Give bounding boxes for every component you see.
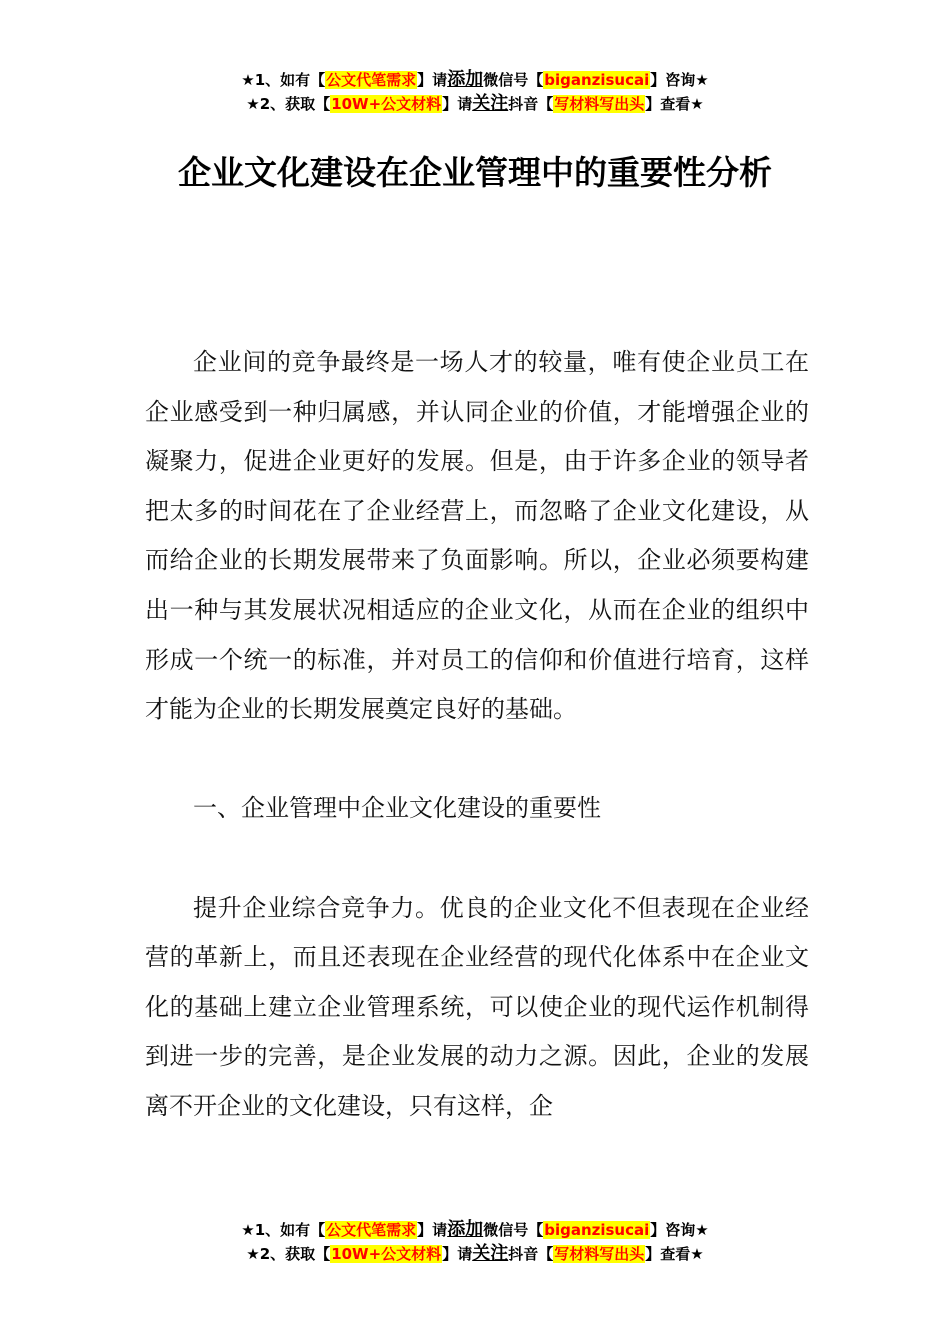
promo-highlight: biganzisucai — [544, 71, 650, 89]
promo-line-2 — [0, 92, 950, 116]
promo-text: 】请 — [442, 95, 473, 113]
promo-text: 】请 — [417, 1221, 448, 1239]
header-promo-banner — [0, 68, 950, 116]
promo-text: ★1、如有【 — [241, 71, 326, 89]
promo-line-1 — [0, 1218, 950, 1242]
promo-text: 】查看★ — [645, 95, 704, 113]
body-paragraph: 企业间的竞争最终是一场人才的较量，唯有使企业员工在企业感受到一种归属感，并认同企业的价值，才能增强企业的凝聚力，促进企业更好的发展。但是，由于许多企业的领导者把太多的时间花在了企业经营上，而忽略了企业文化建设，从而给企业的长期发展带来了负面影响。所以，企业必须要构建出一种与其发展状况相适应的企业文化，从而在企业的组织中形成一个统一的标准，并对员工的信仰和价值进行培育，这样才能为企业的长期发展奠定良好的基础。 — [145, 348, 809, 724]
promo-highlight: 写材料写出头 — [554, 95, 645, 113]
paragraph-spacer — [145, 735, 809, 785]
promo-text: 微信号【 — [483, 71, 544, 89]
promo-highlight: 公文代笔需求 — [326, 1221, 417, 1239]
promo-line-1 — [0, 68, 950, 92]
promo-highlight: biganzisucai — [544, 1221, 650, 1239]
body-paragraph: 提升企业综合竞争力。优良的企业文化不但表现在企业经营的革新上，而且还表现在企业经营的现代化体系中在企业文化的基础上建立企业管理系统，可以使企业的现代运作机制得到进一步的完善，是企业发展的动力之源。因此，企业的发展离不开企业的文化建设，只有这样，企 — [145, 893, 809, 1120]
section-heading: 一、企业管理中企业文化建设的重要性 — [193, 794, 601, 823]
promo-highlight: 公文代笔需求 — [326, 71, 417, 89]
promo-text: 抖音【 — [508, 95, 554, 113]
promo-text: ★2、获取【 — [246, 95, 331, 113]
promo-text: ★2、获取【 — [246, 1245, 331, 1263]
promo-underline: 添加 — [447, 1219, 484, 1240]
promo-text: 】查看★ — [645, 1245, 704, 1263]
footer-promo-banner — [0, 1218, 950, 1266]
promo-highlight: 写材料写出头 — [554, 1245, 645, 1263]
promo-text: 】请 — [442, 1245, 473, 1263]
promo-text: 微信号【 — [483, 1221, 544, 1239]
promo-highlight: 10W+公文材料 — [331, 95, 442, 113]
promo-underline: 关注 — [472, 93, 509, 114]
promo-underline: 添加 — [447, 69, 484, 90]
promo-line-2 — [0, 1242, 950, 1266]
paragraph-spacer — [145, 834, 809, 884]
document-body — [145, 338, 809, 1132]
promo-text: 】咨询★ — [650, 71, 709, 89]
promo-text: ★1、如有【 — [241, 1221, 326, 1239]
document-title: 企业文化建设在企业管理中的重要性分析 — [178, 153, 772, 192]
promo-text: 】咨询★ — [650, 1221, 709, 1239]
promo-text: 抖音【 — [508, 1245, 554, 1263]
promo-underline: 关注 — [472, 1243, 509, 1264]
promo-highlight: 10W+公文材料 — [331, 1245, 442, 1263]
promo-text: 】请 — [417, 71, 448, 89]
